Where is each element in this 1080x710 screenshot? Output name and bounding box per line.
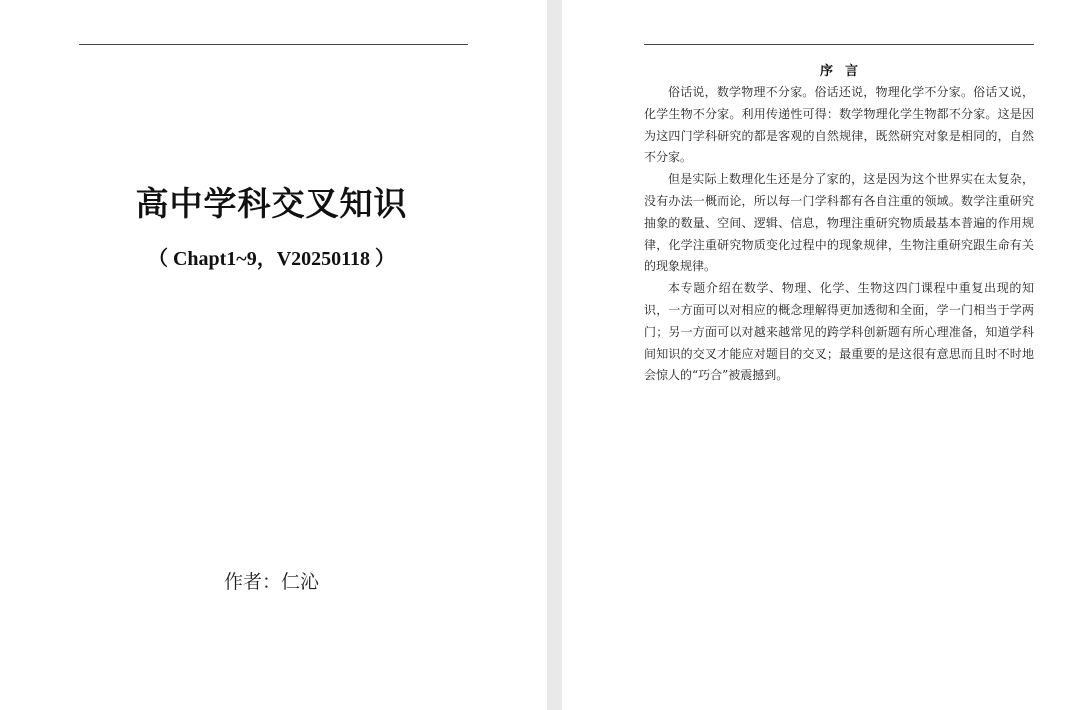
header-rule <box>79 44 468 45</box>
header-rule <box>644 44 1034 45</box>
preface-paragraph-1: 俗话说，数学物理不分家。俗话还说，物理化学不分家。俗话又说，化学生物不分家。利用传递性可得：数学物理化学生物都不分家。这是因为这四门学科研究的都是客观的自然规律，既然研究对象是相同的，自然不分家。 <box>644 85 1034 165</box>
cover-author: 作者：仁沁 <box>223 571 319 593</box>
cover-subtitle: （ Chapt1~9，V20250118 ） <box>147 248 396 270</box>
preface-paragraph-3: 本专题介绍在数学、物理、化学、生物这四门课程中重复出现的知识，一方面可以对相应的概念理解得更加透彻和全面，学一门相当于学两门；另一方面可以对越来越常见的跨学科创新题有所心理准备，知道学科间知识的交叉才能应对题目的交叉；最重要的是这很有意思而且时不时地会惊人的“巧合”被震撼到。 <box>644 281 1034 383</box>
preface-title: 序言 <box>819 64 870 79</box>
preface-paragraph-2: 但是实际上数理化生还是分了家的，这是因为这个世界实在太复杂，没有办法一概而论，所以每一门学科都有各自注重的领域。数学注重研究抽象的数量、空间、逻辑、信息，物理注重研究物质最基本普遍的作用规律，化学注重研究物质变化过程中的现象规律，生物注重研究跟生命有关的现象规律。 <box>644 172 1034 274</box>
page-gutter <box>547 0 562 710</box>
preface-body <box>644 82 1034 387</box>
preface-page <box>562 0 1080 710</box>
cover-title: 高中学科交叉知识 <box>135 184 408 223</box>
